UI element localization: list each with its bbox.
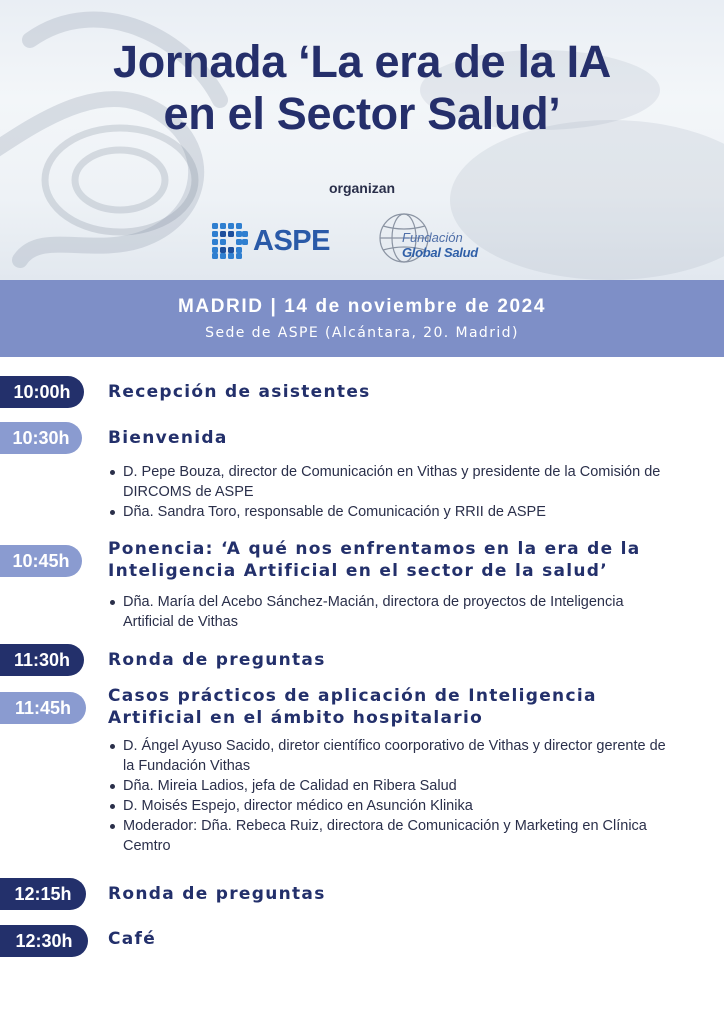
speaker-list bbox=[108, 592, 668, 632]
time-badge: 12:30h bbox=[0, 925, 88, 957]
global-salud-label: Global Salud bbox=[402, 245, 478, 260]
time-badge: 12:15h bbox=[0, 878, 86, 910]
speaker-item: Moderador: Dña. Rebeca Ruiz, directora de Comunicación y Marketing en Clínica Cemtro bbox=[108, 816, 668, 856]
speaker-item: D. Moisés Espejo, director médico en Asunción Klinika bbox=[108, 796, 668, 816]
aspe-logo bbox=[211, 222, 330, 260]
header-banner bbox=[0, 0, 724, 280]
slot-title: Ponencia: ‘A qué nos enfrentamos en la era de la Inteligencia Artificial en el sector de la salud’ bbox=[108, 539, 641, 581]
event-venue: Sede de ASPE (Alcántara, 20. Madrid) bbox=[205, 325, 519, 341]
speaker-list bbox=[108, 736, 668, 856]
fundacion-label: Fundación bbox=[402, 230, 463, 245]
event-title-line-2: en el Sector Salud’ bbox=[163, 88, 561, 139]
speaker-item: D. Ángel Ayuso Sacido, diretor científico coorporativo de Vithas y director gerente de la Fundación Vithas bbox=[108, 736, 668, 776]
speaker-item: Dña. Sandra Toro, responsable de Comunicación y RRII de ASPE bbox=[108, 502, 668, 522]
date-venue-band bbox=[0, 280, 724, 357]
slot-title: Ronda de preguntas bbox=[108, 650, 326, 670]
time-badge: 10:00h bbox=[0, 376, 84, 408]
slot-title: Café bbox=[108, 929, 157, 949]
event-title bbox=[0, 36, 724, 140]
fundacion-global-salud-logo bbox=[378, 212, 488, 266]
event-date: MADRID | 14 de noviembre de 2024 bbox=[177, 296, 546, 317]
speaker-item: Dña. Mireia Ladios, jefa de Calidad en Ribera Salud bbox=[108, 776, 668, 796]
speaker-item: D. Pepe Bouza, director de Comunicación en Vithas y presidente de la Comisión de DIRCOMS de ASPE bbox=[108, 462, 668, 502]
aspe-dots-icon bbox=[211, 222, 249, 260]
time-badge: 10:45h bbox=[0, 545, 82, 577]
event-title-line-1: Jornada ‘La era de la IA bbox=[113, 36, 611, 87]
slot-title: Ronda de preguntas bbox=[108, 884, 326, 904]
slot-title: Recepción de asistentes bbox=[108, 382, 371, 402]
speaker-list bbox=[108, 462, 668, 522]
organizers-label: organizan bbox=[328, 180, 396, 196]
time-badge: 11:30h bbox=[0, 644, 84, 676]
speaker-item: Dña. María del Acebo Sánchez-Macián, directora de proyectos de Inteligencia Artificial de Vithas bbox=[108, 592, 668, 632]
time-badge: 11:45h bbox=[0, 692, 86, 724]
slot-title: Bienvenida bbox=[108, 428, 228, 448]
aspe-logo-text: ASPE bbox=[253, 224, 330, 257]
slot-title: Casos prácticos de aplicación de Inteligencia Artificial en el ámbito hospitalario bbox=[108, 686, 597, 728]
time-badge: 10:30h bbox=[0, 422, 82, 454]
